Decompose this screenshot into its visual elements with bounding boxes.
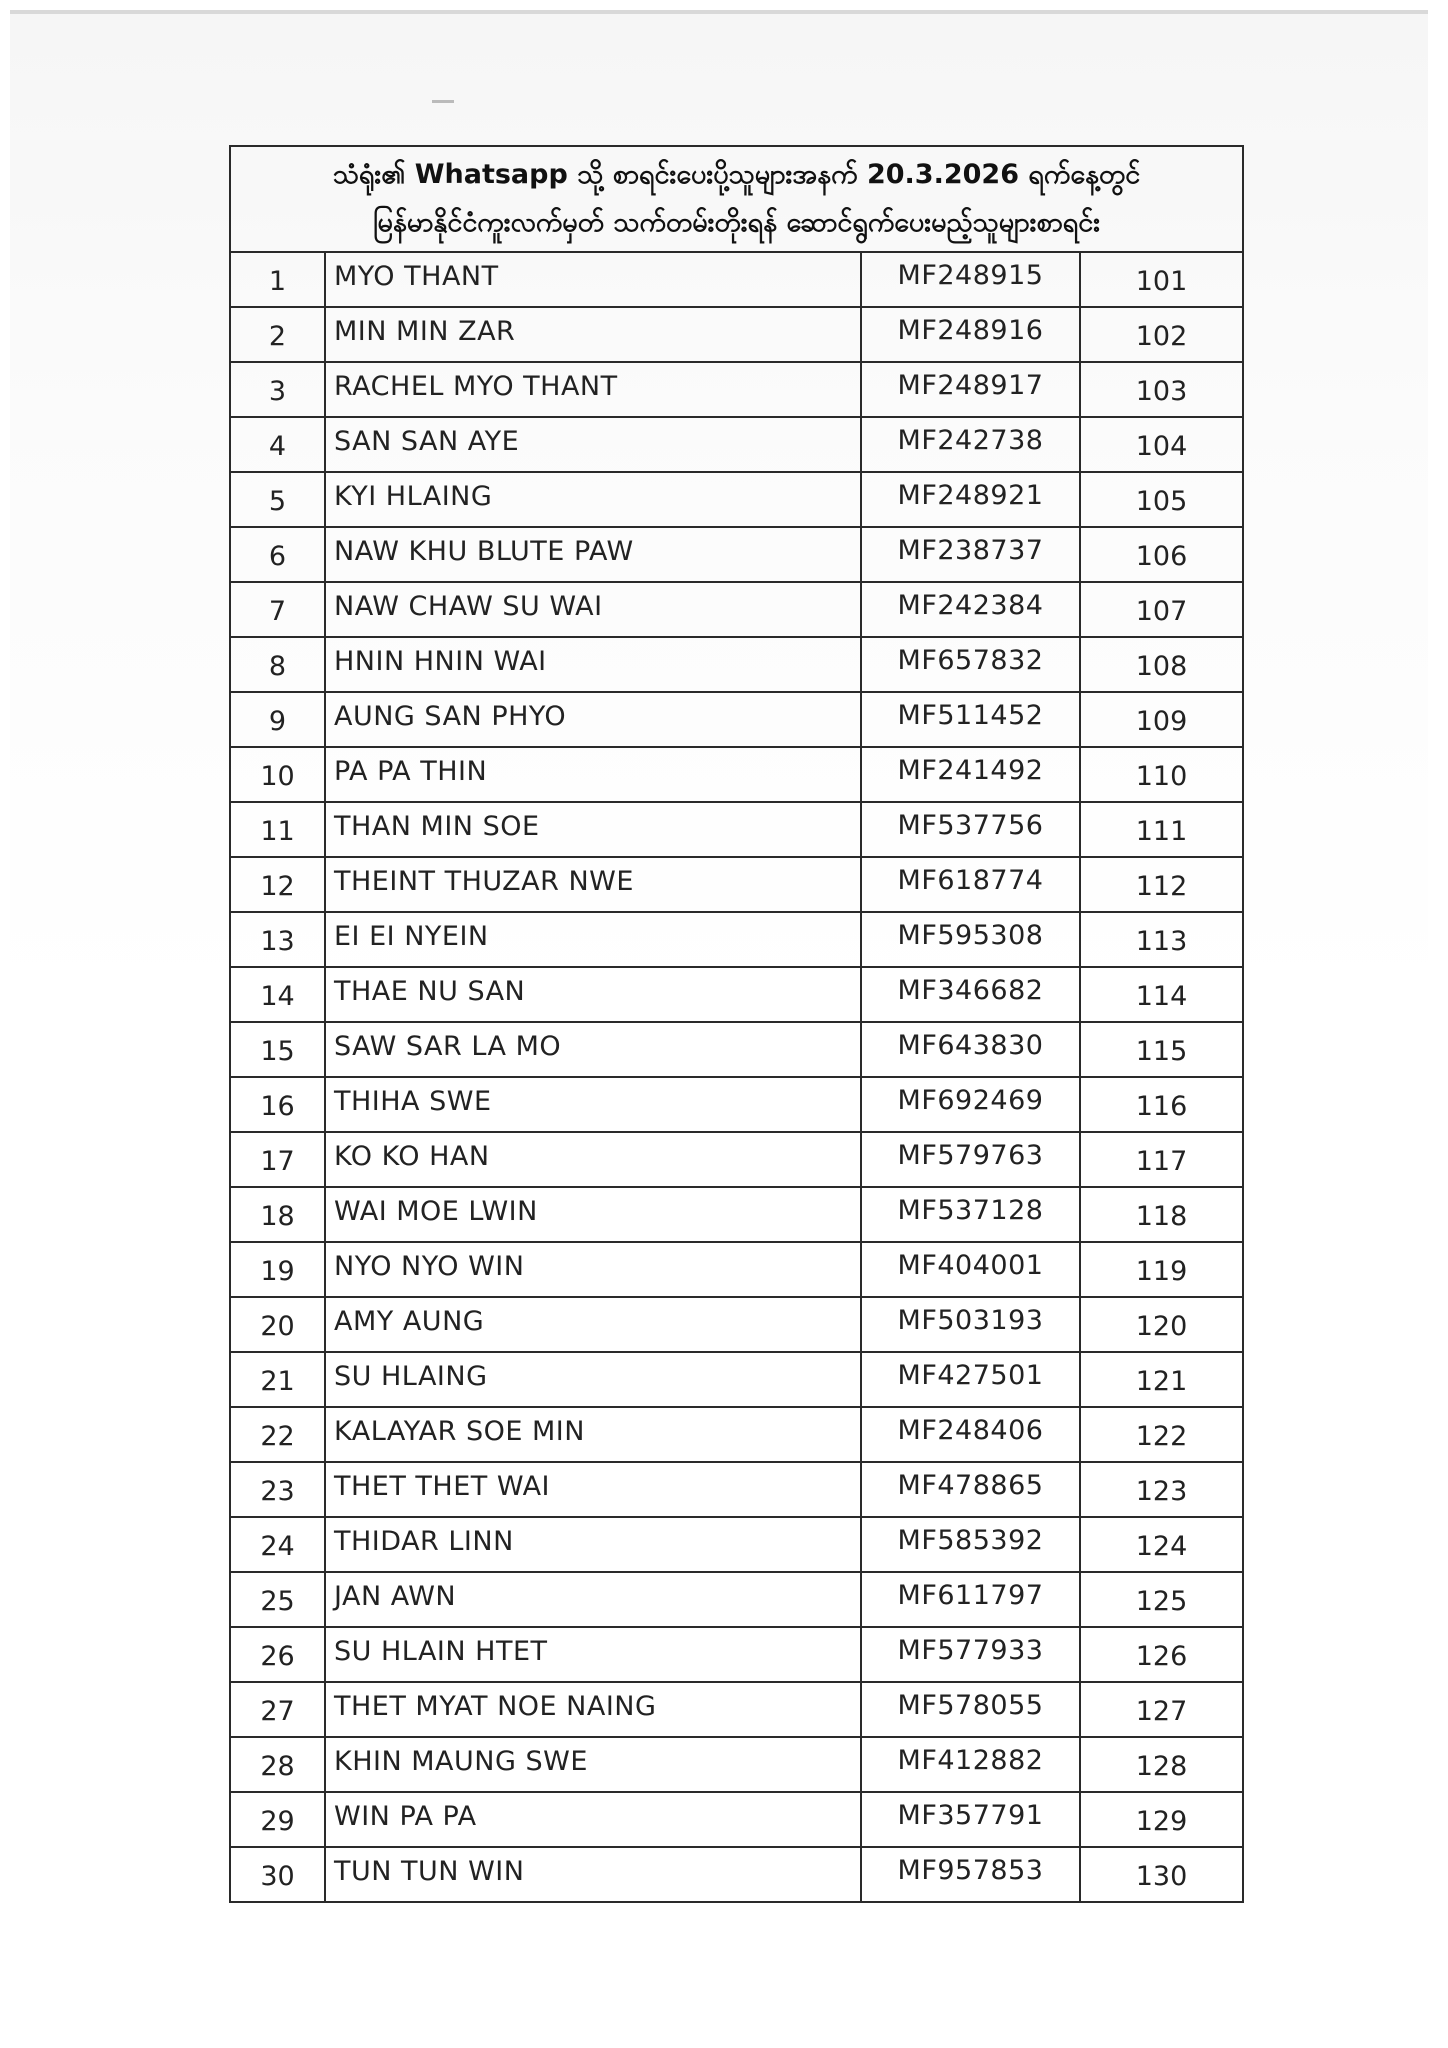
applicant-name: AUNG SAN PHYO: [334, 701, 567, 732]
applicant-name: KYI HLAING: [334, 481, 493, 512]
applicant-name: NAW CHAW SU WAI: [334, 591, 603, 622]
passport-number-cell: [861, 1077, 1080, 1132]
row-number-cell: [230, 1847, 325, 1902]
row-number-cell: [230, 1132, 325, 1187]
applicant-name-cell: [325, 582, 861, 637]
serial-number: 124: [1135, 1531, 1188, 1562]
applicant-name: THET THET WAI: [334, 1471, 551, 1502]
passport-number-cell: [861, 1132, 1080, 1187]
passport-number-cell: [861, 1297, 1080, 1352]
passport-number: MF577933: [897, 1635, 1044, 1666]
row-number: 26: [260, 1641, 295, 1672]
passport-number: MF478865: [897, 1470, 1044, 1501]
serial-number-cell: [1080, 1737, 1243, 1792]
row-number: 22: [260, 1421, 295, 1452]
applicant-name: KHIN MAUNG SWE: [334, 1746, 588, 1777]
passport-number-cell: [861, 1847, 1080, 1902]
row-number-cell: [230, 252, 325, 307]
row-number-cell: [230, 1682, 325, 1737]
row-number-cell: [230, 912, 325, 967]
row-number-cell: [230, 1077, 325, 1132]
applicant-name-cell: [325, 362, 861, 417]
applicant-name-cell: [325, 912, 861, 967]
applicant-name-cell: [325, 1242, 861, 1297]
row-number-cell: [230, 637, 325, 692]
row-number-cell: [230, 582, 325, 637]
passport-number-cell: [861, 857, 1080, 912]
applicant-name-cell: [325, 1132, 861, 1187]
row-number-cell: [230, 1352, 325, 1407]
serial-number-cell: [1080, 1627, 1243, 1682]
serial-number-cell: [1080, 1187, 1243, 1242]
serial-number: 122: [1135, 1421, 1188, 1452]
serial-number-cell: [1080, 1847, 1243, 1902]
serial-number: 111: [1135, 816, 1188, 847]
table-row: [230, 417, 1243, 472]
passport-number-cell: [861, 802, 1080, 857]
serial-number-cell: [1080, 472, 1243, 527]
table-row: [230, 1297, 1243, 1352]
row-number-cell: [230, 1627, 325, 1682]
row-number: 14: [260, 981, 295, 1012]
passport-number-cell: [861, 1352, 1080, 1407]
applicant-name: MYO THANT: [334, 261, 499, 292]
applicant-name: THEINT THUZAR NWE: [334, 866, 634, 897]
serial-number: 116: [1135, 1091, 1188, 1122]
serial-number-cell: [1080, 1462, 1243, 1517]
passport-number: MF248917: [897, 370, 1044, 401]
applicant-name-cell: [325, 857, 861, 912]
row-number: 2: [268, 321, 287, 352]
passport-number-cell: [861, 362, 1080, 417]
applicant-name-cell: [325, 747, 861, 802]
serial-number: 108: [1135, 651, 1188, 682]
row-number: 27: [260, 1696, 295, 1727]
serial-number: 118: [1135, 1201, 1188, 1232]
serial-number: 110: [1135, 761, 1188, 792]
passport-number: MF248915: [897, 260, 1044, 291]
serial-number: 125: [1135, 1586, 1188, 1617]
serial-number: 103: [1135, 376, 1188, 407]
applicant-name-cell: [325, 472, 861, 527]
serial-number-cell: [1080, 802, 1243, 857]
table-row: [230, 1352, 1243, 1407]
passport-number: MF643830: [897, 1030, 1044, 1061]
table-row: [230, 1572, 1243, 1627]
row-number-cell: [230, 1022, 325, 1077]
applicant-name: SU HLAING: [334, 1361, 488, 1392]
table-row: [230, 967, 1243, 1022]
row-number-cell: [230, 747, 325, 802]
serial-number: 120: [1135, 1311, 1188, 1342]
applicant-name-cell: [325, 1737, 861, 1792]
table-row: [230, 527, 1243, 582]
row-number-cell: [230, 527, 325, 582]
scan-artifact: [432, 100, 454, 103]
table-row: [230, 252, 1243, 307]
passport-number-cell: [861, 692, 1080, 747]
applicant-name-cell: [325, 1297, 861, 1352]
row-number-cell: [230, 362, 325, 417]
passport-number: MF346682: [897, 975, 1044, 1006]
applicant-name-cell: [325, 1572, 861, 1627]
passport-number-cell: [861, 252, 1080, 307]
row-number-cell: [230, 1792, 325, 1847]
passport-number: MF657832: [897, 645, 1044, 676]
serial-number-cell: [1080, 1132, 1243, 1187]
passport-number: MF248921: [897, 480, 1044, 511]
applicant-name: PA PA THIN: [334, 756, 488, 787]
row-number: 21: [260, 1366, 295, 1397]
serial-number-cell: [1080, 1792, 1243, 1847]
applicant-name: SAN SAN AYE: [334, 426, 520, 457]
applicant-name-cell: [325, 692, 861, 747]
passport-number-cell: [861, 967, 1080, 1022]
passport-number-cell: [861, 1242, 1080, 1297]
table-row: [230, 1517, 1243, 1572]
passport-number-cell: [861, 417, 1080, 472]
row-number: 4: [268, 431, 287, 462]
applicant-name-cell: [325, 1517, 861, 1572]
row-number-cell: [230, 307, 325, 362]
serial-number: 128: [1135, 1751, 1188, 1782]
applicant-name: EI EI NYEIN: [334, 921, 489, 952]
row-number: 30: [260, 1861, 295, 1892]
passport-number: MF248406: [897, 1415, 1044, 1446]
passport-number: MF242738: [897, 425, 1044, 456]
table-row: [230, 1132, 1243, 1187]
row-number-cell: [230, 417, 325, 472]
row-number: 20: [260, 1311, 295, 1342]
row-number: 1: [268, 266, 287, 297]
row-number: 9: [268, 706, 287, 737]
serial-number-cell: [1080, 857, 1243, 912]
passport-number-cell: [861, 1407, 1080, 1462]
row-number-cell: [230, 1572, 325, 1627]
applicant-name: JAN AWN: [334, 1581, 457, 1612]
row-number: 16: [260, 1091, 295, 1122]
row-number-cell: [230, 1187, 325, 1242]
table-row: [230, 1022, 1243, 1077]
row-number: 3: [268, 376, 287, 407]
table-title-row: [230, 146, 1243, 252]
serial-number: 115: [1135, 1036, 1188, 1067]
serial-number-cell: [1080, 582, 1243, 637]
passport-number-cell: [861, 307, 1080, 362]
table-row: [230, 1847, 1243, 1902]
row-number-cell: [230, 1462, 325, 1517]
serial-number-cell: [1080, 417, 1243, 472]
passport-number: MF412882: [897, 1745, 1044, 1776]
serial-number: 129: [1135, 1806, 1188, 1837]
serial-number: 130: [1135, 1861, 1188, 1892]
row-number: 8: [268, 651, 287, 682]
applicant-name-cell: [325, 307, 861, 362]
passport-list-table: [229, 145, 1244, 1903]
row-number-cell: [230, 1517, 325, 1572]
table-title: [230, 146, 1243, 252]
applicant-name-cell: [325, 637, 861, 692]
serial-number-cell: [1080, 1022, 1243, 1077]
serial-number: 109: [1135, 706, 1188, 737]
applicant-name: THAE NU SAN: [334, 976, 526, 1007]
serial-number: 127: [1135, 1696, 1188, 1727]
row-number-cell: [230, 802, 325, 857]
passport-number-cell: [861, 1187, 1080, 1242]
passport-number-cell: [861, 472, 1080, 527]
applicant-name: THAN MIN SOE: [334, 811, 540, 842]
passport-number-cell: [861, 1572, 1080, 1627]
serial-number-cell: [1080, 747, 1243, 802]
applicant-name-cell: [325, 527, 861, 582]
serial-number-cell: [1080, 1077, 1243, 1132]
applicant-name: WAI MOE LWIN: [334, 1196, 538, 1227]
table-row: [230, 802, 1243, 857]
serial-number: 121: [1135, 1366, 1188, 1397]
serial-number: 119: [1135, 1256, 1188, 1287]
serial-number: 101: [1135, 266, 1188, 297]
row-number: 29: [260, 1806, 295, 1837]
passport-number: MF618774: [897, 865, 1044, 896]
applicant-name-cell: [325, 967, 861, 1022]
table-row: [230, 582, 1243, 637]
applicant-name-cell: [325, 1022, 861, 1077]
row-number: 25: [260, 1586, 295, 1617]
row-number: 24: [260, 1531, 295, 1562]
passport-number-cell: [861, 747, 1080, 802]
table-row: [230, 362, 1243, 417]
row-number: 11: [260, 816, 295, 847]
passport-number-cell: [861, 1737, 1080, 1792]
passport-number-cell: [861, 1627, 1080, 1682]
row-number: 17: [260, 1146, 295, 1177]
row-number: 15: [260, 1036, 295, 1067]
applicant-name-cell: [325, 802, 861, 857]
serial-number: 102: [1135, 321, 1188, 352]
table-row: [230, 1737, 1243, 1792]
table-row: [230, 1462, 1243, 1517]
applicant-name: THIHA SWE: [334, 1086, 492, 1117]
serial-number: 117: [1135, 1146, 1188, 1177]
serial-number-cell: [1080, 1682, 1243, 1737]
passport-number: MF248916: [897, 315, 1044, 346]
row-number-cell: [230, 692, 325, 747]
applicant-name: AMY AUNG: [334, 1306, 485, 1337]
table-row: [230, 307, 1243, 362]
serial-number-cell: [1080, 1517, 1243, 1572]
serial-number: 126: [1135, 1641, 1188, 1672]
passport-number: MF537128: [897, 1195, 1044, 1226]
table-row: [230, 637, 1243, 692]
row-number: 5: [268, 486, 287, 517]
row-number: 7: [268, 596, 287, 627]
serial-number: 113: [1135, 926, 1188, 957]
applicant-name-cell: [325, 1627, 861, 1682]
serial-number-cell: [1080, 1572, 1243, 1627]
passport-number-cell: [861, 1517, 1080, 1572]
serial-number: 106: [1135, 541, 1188, 572]
applicant-name: SU HLAIN HTET: [334, 1636, 548, 1667]
row-number: 28: [260, 1751, 295, 1782]
passport-number-cell: [861, 1022, 1080, 1077]
row-number-cell: [230, 1407, 325, 1462]
applicant-name-cell: [325, 1077, 861, 1132]
serial-number-cell: [1080, 1407, 1243, 1462]
serial-number: 112: [1135, 871, 1188, 902]
serial-number: 105: [1135, 486, 1188, 517]
applicant-name: THIDAR LINN: [334, 1526, 514, 1557]
table-row: [230, 747, 1243, 802]
serial-number: 114: [1135, 981, 1188, 1012]
passport-number: MF692469: [897, 1085, 1044, 1116]
table-row: [230, 1627, 1243, 1682]
applicant-name: RACHEL MYO THANT: [334, 371, 618, 402]
applicant-name: THET MYAT NOE NAING: [334, 1691, 657, 1722]
applicant-name: TUN TUN WIN: [334, 1856, 525, 1887]
applicant-name: KO KO HAN: [334, 1141, 490, 1172]
passport-number: MF238737: [897, 535, 1044, 566]
table-row: [230, 912, 1243, 967]
passport-number: MF611797: [897, 1580, 1044, 1611]
table-row: [230, 1077, 1243, 1132]
passport-number-cell: [861, 527, 1080, 582]
row-number: 12: [260, 871, 295, 902]
row-number-cell: [230, 472, 325, 527]
table-row: [230, 1187, 1243, 1242]
serial-number-cell: [1080, 912, 1243, 967]
title-line-1: သံရုံး၏ Whatsapp သို့ စာရင်းပေးပို့သူများအနက် 20.3.2026 ရက်နေ့တွင်: [332, 159, 1141, 190]
applicant-name-cell: [325, 1352, 861, 1407]
passport-number-cell: [861, 1462, 1080, 1517]
applicant-name-cell: [325, 1407, 861, 1462]
serial-number-cell: [1080, 637, 1243, 692]
applicant-name-cell: [325, 1682, 861, 1737]
passport-number: MF241492: [897, 755, 1044, 786]
passport-number: MF242384: [897, 590, 1044, 621]
row-number-cell: [230, 1737, 325, 1792]
row-number-cell: [230, 967, 325, 1022]
applicant-name: NAW KHU BLUTE PAW: [334, 536, 634, 567]
table-row: [230, 1792, 1243, 1847]
applicant-name: MIN MIN ZAR: [334, 316, 516, 347]
serial-number: 107: [1135, 596, 1188, 627]
serial-number: 104: [1135, 431, 1188, 462]
title-line-2: မြန်မာနိုင်ငံကူးလက်မှတ် သက်တမ်းတိုးရန် ဆောင်ရွက်ပေးမည့်သူများစာရင်း: [372, 207, 1101, 238]
passport-number: MF585392: [897, 1525, 1044, 1556]
applicant-name-cell: [325, 1187, 861, 1242]
passport-number: MF503193: [897, 1305, 1044, 1336]
passport-number: MF511452: [897, 700, 1044, 731]
serial-number-cell: [1080, 1297, 1243, 1352]
applicant-name: HNIN HNIN WAI: [334, 646, 547, 677]
passport-number-cell: [861, 1682, 1080, 1737]
passport-number: MF578055: [897, 1690, 1044, 1721]
passport-number: MF595308: [897, 920, 1044, 951]
table-row: [230, 692, 1243, 747]
applicant-name-cell: [325, 1462, 861, 1517]
row-number: 6: [268, 541, 287, 572]
table-row: [230, 1407, 1243, 1462]
applicant-name: NYO NYO WIN: [334, 1251, 525, 1282]
row-number: 13: [260, 926, 295, 957]
row-number: 10: [260, 761, 295, 792]
passport-number: MF404001: [897, 1250, 1044, 1281]
passport-number: MF537756: [897, 810, 1044, 841]
table-row: [230, 472, 1243, 527]
passport-number: MF957853: [897, 1855, 1044, 1886]
serial-number-cell: [1080, 967, 1243, 1022]
row-number: 18: [260, 1201, 295, 1232]
row-number-cell: [230, 1297, 325, 1352]
applicant-name-cell: [325, 1847, 861, 1902]
applicant-name-cell: [325, 417, 861, 472]
row-number: 23: [260, 1476, 295, 1507]
passport-number: MF579763: [897, 1140, 1044, 1171]
serial-number-cell: [1080, 1352, 1243, 1407]
table-row: [230, 1682, 1243, 1737]
row-number: 19: [260, 1256, 295, 1287]
serial-number-cell: [1080, 692, 1243, 747]
table-row: [230, 857, 1243, 912]
applicant-name-cell: [325, 1792, 861, 1847]
passport-number: MF357791: [897, 1800, 1044, 1831]
applicant-name: KALAYAR SOE MIN: [334, 1416, 585, 1447]
applicant-name: SAW SAR LA MO: [334, 1031, 562, 1062]
table-body: [230, 146, 1243, 1902]
table-row: [230, 1242, 1243, 1297]
passport-number: MF427501: [897, 1360, 1044, 1391]
applicant-name: WIN PA PA: [334, 1801, 477, 1832]
passport-number-cell: [861, 637, 1080, 692]
serial-number-cell: [1080, 527, 1243, 582]
passport-number-cell: [861, 912, 1080, 967]
passport-number-cell: [861, 582, 1080, 637]
serial-number-cell: [1080, 307, 1243, 362]
applicant-name-cell: [325, 252, 861, 307]
row-number-cell: [230, 1242, 325, 1297]
serial-number: 123: [1135, 1476, 1188, 1507]
serial-number-cell: [1080, 1242, 1243, 1297]
serial-number-cell: [1080, 362, 1243, 417]
passport-number-cell: [861, 1792, 1080, 1847]
serial-number-cell: [1080, 252, 1243, 307]
row-number-cell: [230, 857, 325, 912]
